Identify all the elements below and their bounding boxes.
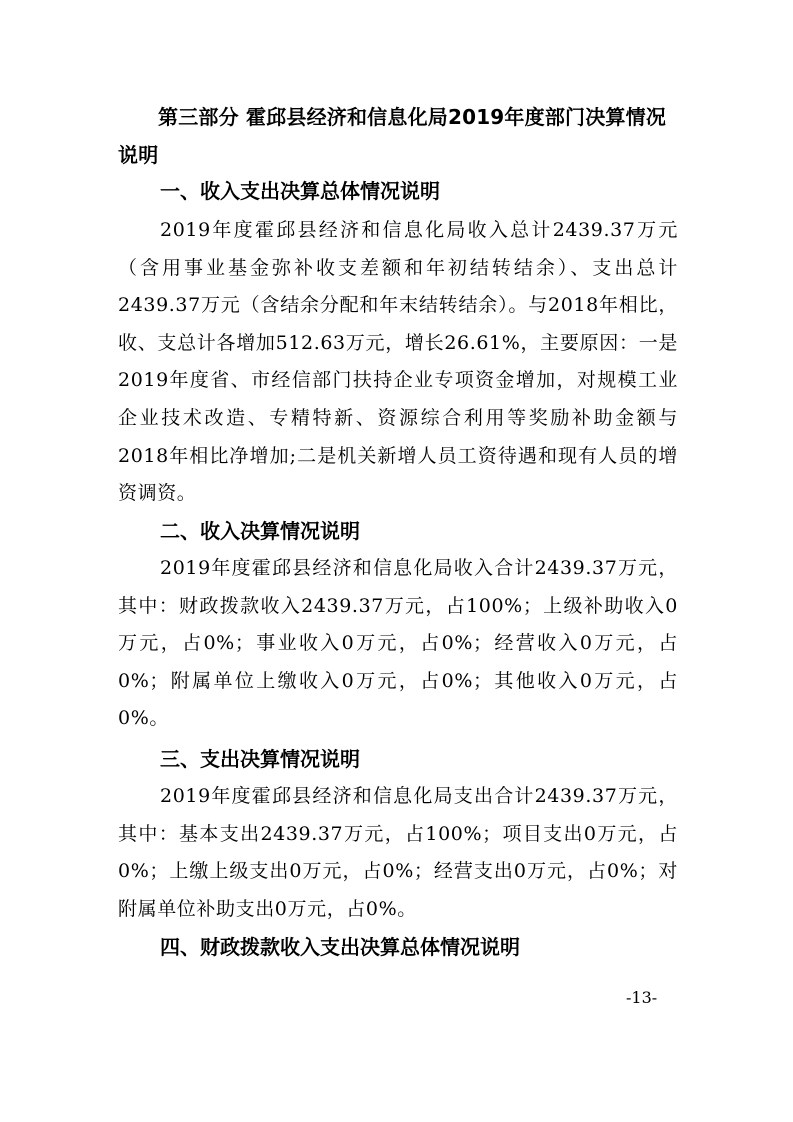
section-paragraph-2: 2019年度霍邱县经济和信息化局收入合计2439.37万元，其中：财政拨款收入2439.37万元，占100%；上级补助收入0万元，占0%；事业收入0万元，占0%；经营收入0万元，占0%；附属单位上缴收入0万元，占0%；其他收入0万元，占0%。: [118, 557, 678, 730]
section-heading-2: 二、收入决算情况说明: [160, 519, 360, 543]
document-title: 第三部分 霍邱县经济和信息化局2019年度部门决算情况说明: [118, 105, 667, 167]
section-paragraph-1: 2019年度霍邱县经济和信息化局收入总计2439.37万元（含用事业基金弥补收支差额和年初结转结余）、支出总计2439.37万元（含结余分配和年末结转结余）。与2018年相比，收、支总计各增加512.63万元，增长26.61%，主要原因：一是2019年度省、市经信部门扶持企业专项资金增加，对规模工业企业技术改造、专精特新、资源综合利用等奖励补助金额与2018年相比净增加;二是机关新增人员工资待遇和现有人员的增资调资。: [118, 219, 678, 505]
section-heading-3: 三、支出决算情况说明: [160, 747, 360, 771]
section-heading-4: 四、财政拨款收入支出决算总体情况说明: [160, 935, 520, 959]
section-heading-1: 一、收入支出决算总体情况说明: [160, 179, 440, 203]
section-paragraph-3: 2019年度霍邱县经济和信息化局支出合计2439.37万元，其中：基本支出2439.37万元，占100%；项目支出0万元，占0%；上缴上级支出0万元，占0%；经营支出0万元，占0%；对附属单位补助支出0万元，占0%。: [118, 785, 678, 920]
page-number: -13-: [626, 988, 658, 1007]
